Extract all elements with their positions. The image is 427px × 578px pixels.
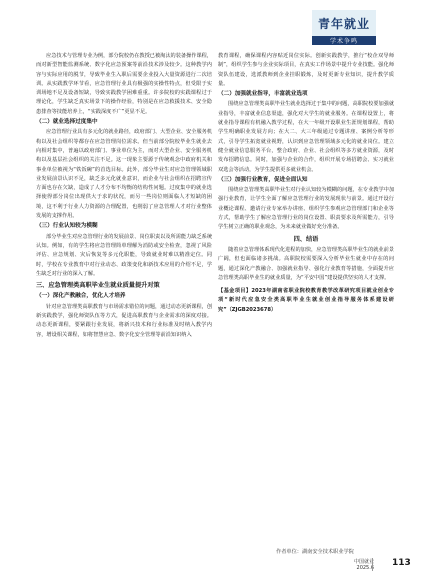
conclusion-paragraph: 随着应急管理体系现代化进程的加快，应急管理类高职毕业生的就业前景广阔，但也面临诸多挑战。高职院校需要深入分析毕业生就业中存在的问题，通过深化产教融合、加强就业指导、强化行业教育等措施，全面提升应急管理类高职毕业生的就业质量，为“平安中国”建设提供坚实的人才支撑。: [218, 246, 395, 281]
subsection-heading-employment-guidance: （二）加强就业指导，丰富就业选项: [218, 91, 308, 98]
continuation-paragraph: 教育课程，确保课程内容贴近岗位实际。创新实践教学，推行“校企双导师制”，组织学生参与企业实际项目，在真实工作场景中提升专业技能。强化师资队伍建设，选派教师到企业挂职锻炼，及时更新专业知识，提升教学质量。: [218, 53, 394, 87]
right-column: [218, 52, 394, 315]
conclusion-heading: 四、结语: [293, 235, 319, 243]
industry-awareness-paragraph: 围绕应急管理类高职毕业生对行业认知较为模糊的问题，在专业教学中加强行业教育，让学生全面了解应急管理行业的发展现状与前景。通过开设行业概论课程、邀请行业专家举办讲座、组织学生参观应急管理部门和企业等方式，帮助学生了解应急管理行业的岗位设置、职责要求及所需能力，引导学生树立正确的职业观念，为未来就业做好充分准备。: [218, 187, 395, 231]
page-number: 113: [392, 558, 411, 568]
author-affiliation: 作者单位：湖南安全技术职业学院: [276, 549, 354, 555]
subsection-heading-industry-education: （一）深化产教融合，优化人才培养: [36, 293, 126, 300]
section-subbanner: 学术争鸣: [312, 36, 376, 45]
subsection-heading-industry-awareness: （三）加强行业教育，促进全面认知: [218, 176, 308, 183]
section-heading-countermeasures: 三、应急管理类高职毕业生就业质量提升对策: [36, 282, 160, 290]
industry-cognition-paragraph: 部分毕业生对应急管理行业的发展前景、岗位职责以及所需能力缺乏系统认知。例如，有的学生将应急管理简单理解为消防或安全检查，忽视了风险评估、应急规划、灾后恢复等多元化职能，导致就业时难以精准定位。同时，学校在专业教育中对行业动态、政策变化和新技术应用的介绍不足，学生缺乏对行业的深入了解。: [36, 233, 213, 277]
magazine-name: 中国就业: [354, 559, 375, 565]
industry-education-paragraph: 针对应急管理类高职教育与市场需求错位的问题，通过动态更新课程，创新实践教学，强化师资队伍等方式，促进高职教育与企业需求的深度对接。动态更新课程，要紧跟行业发展，将新兴技术和行业标准及时纳入教学内容，增设相关课程，如将智慧应急、数字化安全管理等前沿知识纳入: [36, 303, 213, 338]
left-column: [36, 52, 212, 340]
section-heading-employment-concentration: （二）就业选择过度集中: [36, 119, 98, 126]
fund-note: 【基金项目】2023年湖南省职业院校教育教学改革研究项目就业创业专项“新时代应急安全类高职毕业生就业创业指导服务体系建设研究”（ZJGB2023678）: [218, 288, 394, 313]
section-heading-industry-cognition: （三）行业认知较为模糊: [36, 223, 98, 230]
intro-paragraph: 应急技术与管理专业为例，部分院校仍在教授已被淘汰的装备操作课程，而对新型智能监测系统、数字化应急预案等前沿技术涉及较少。这种教学内容与实际应用的脱节，导致毕业生入职后需要企业投入大量资源进行二次培训。从实践教学环节看，应急管理行业具有极强的实操性特点，但受限于实训场地不足及设备短缺，导致实践教学困难重重。许多院校的实践课程过于理论化，学生缺乏真实场景下的操作经验，特别是在应急救援技术、安全隐患排查等技能培养上，“实践深度不广”更显不足。: [36, 53, 213, 115]
section-banner: 青年就业: [312, 10, 376, 36]
magazine-info: [354, 559, 374, 571]
footer-divider: [372, 558, 373, 571]
magazine-issue: 2025.6: [356, 565, 375, 571]
employment-concentration-paragraph: 应急管理行业具有多元化的就业路径，政府部门、大型企业、安全服务机构以及社会组织等都存在应急管理岗位需求。但当前部分院校毕业生就业去向相对集中，普遍以政府部门、事业单位为主，而对大型企业、安全服务机构以及基层社会组织的关注不足。这一现象主要源于传统观念中政府机关和事业单位被视为“铁饭碗”的首选目标。此外，部分毕业生对应急管理领域职业发展前景认识不足，缺乏多元化就业意识，而企业与社会组织在招聘宣传方面也存在欠缺，造成了人才分布不均衡的结构性问题。过度集中的就业选择使得部分岗位出现供大于求的状况，而另一些岗位则面临人才短缺的困境，这不利于行业人力资源的合理配置，也削弱了应急管理人才对行业整体发展的支撑作用。: [36, 129, 213, 220]
employment-guidance-paragraph: 围绕应急管理类高职毕业生就业选择过于集中的问题，高职院校要加强就业指导，丰富就业信息渠道，强化对大学生的就业服务。在课程设置上，将就业指导课程有机融入教学过程，在大一年级开设职业生涯规划课程，帮助学生明确职业发展方向；在大二、大三年级通过专题讲座、案例分析等形式，引导学生拓宽就业视野，认识到应急管理领域多元化的就业岗位。建立健全就业信息服务平台，整合政府、企业、社会组织等多方就业资源，及时发布招聘信息。同时，加强与企业的合作，组织开展专场招聘会、实习就业双选会等活动，为学生提供更多就业机会。: [218, 101, 395, 173]
